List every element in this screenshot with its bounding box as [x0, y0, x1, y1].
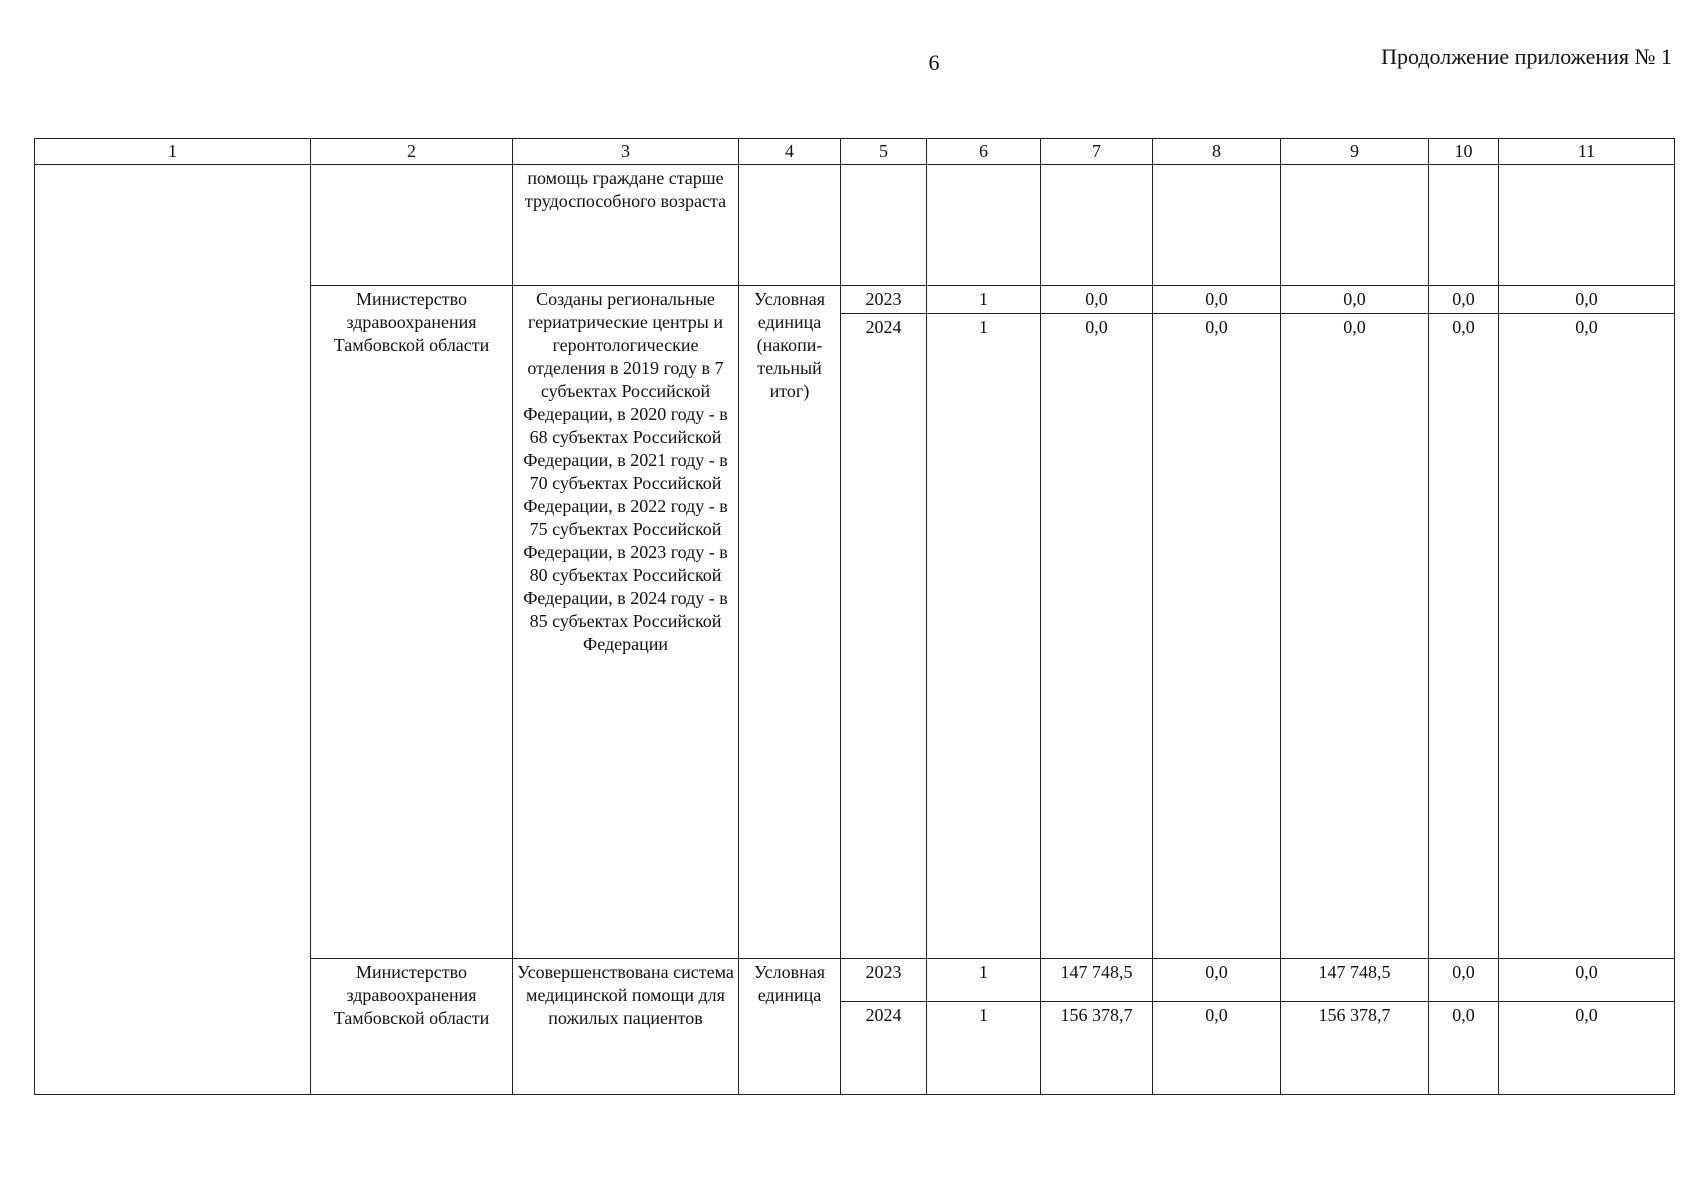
- column-number-row: [35, 139, 1675, 165]
- value-cell: 147 748,5: [1281, 959, 1429, 1002]
- value-cell: 156 378,7: [1281, 1002, 1429, 1095]
- value-cell: 156 378,7: [1041, 1002, 1153, 1095]
- column-header-3: 3: [513, 139, 739, 165]
- value-cell: 0,0: [1429, 1002, 1499, 1095]
- value-cell: 1: [927, 286, 1041, 314]
- value-cell: 0,0: [1499, 314, 1675, 959]
- result-description: Усовершенствована система медицинской помощи для пожилых пациентов: [513, 959, 739, 1095]
- result-text-continuation: помощь граждане старше трудоспособного возраста: [513, 165, 739, 286]
- unit-of-measure: Условная единица (накопи-тельный итог): [739, 286, 841, 959]
- year-cell: 2024: [841, 314, 927, 959]
- empty-cell: [1153, 165, 1281, 286]
- column-header-2: 2: [311, 139, 513, 165]
- value-cell: 147 748,5: [1041, 959, 1153, 1002]
- responsible-ministry: Министерство здравоохранения Тамбовской области: [311, 959, 513, 1095]
- value-cell: 0,0: [1281, 286, 1429, 314]
- empty-cell: [311, 165, 513, 286]
- value-cell: 0,0: [1153, 314, 1281, 959]
- empty-cell: [1041, 165, 1153, 286]
- value-cell: 0,0: [1429, 314, 1499, 959]
- empty-cell: [841, 165, 927, 286]
- value-cell: 0,0: [1153, 959, 1281, 1002]
- column-header-8: 8: [1153, 139, 1281, 165]
- empty-cell: [1429, 165, 1499, 286]
- column-header-9: 9: [1281, 139, 1429, 165]
- appendix-table: [34, 138, 1675, 1095]
- empty-cell: [1499, 165, 1675, 286]
- responsible-ministry: Министерство здравоохранения Тамбовской области: [311, 286, 513, 959]
- value-cell: 0,0: [1429, 959, 1499, 1002]
- column-header-11: 11: [1499, 139, 1675, 165]
- value-cell: 1: [927, 314, 1041, 959]
- page-number: 6: [928, 50, 940, 75]
- year-cell: 2024: [841, 1002, 927, 1095]
- empty-cell: [35, 165, 311, 1095]
- value-cell: 1: [927, 1002, 1041, 1095]
- year-cell: 2023: [841, 286, 927, 314]
- column-header-10: 10: [1429, 139, 1499, 165]
- value-cell: 0,0: [1041, 286, 1153, 314]
- table-row: [35, 165, 1675, 286]
- column-header-1: 1: [35, 139, 311, 165]
- value-cell: 0,0: [1153, 286, 1281, 314]
- value-cell: 0,0: [1041, 314, 1153, 959]
- value-cell: 1: [927, 959, 1041, 1002]
- year-cell: 2023: [841, 959, 927, 1002]
- value-cell: 0,0: [1499, 286, 1675, 314]
- column-header-7: 7: [1041, 139, 1153, 165]
- unit-of-measure: Условная единица: [739, 959, 841, 1095]
- result-description: Созданы региональные гериатрические центры и геронтологические отделения в 2019 году в 7 субъектах Российской Федерации, в 2020 году - в 68 субъектах Российской Федерации, в 2021 году - в 70 субъектах Российской Федерации, в 2022 году - в 75 субъектах Российской Федерации, в 2023 году - в 80 субъектах Российской Федерации, в 2024 году - в 85 субъектах Российской Федерации: [513, 286, 739, 959]
- column-header-6: 6: [927, 139, 1041, 165]
- empty-cell: [1281, 165, 1429, 286]
- value-cell: 0,0: [1281, 314, 1429, 959]
- column-header-5: 5: [841, 139, 927, 165]
- value-cell: 0,0: [1499, 959, 1675, 1002]
- column-header-4: 4: [739, 139, 841, 165]
- appendix-continuation-label: Продолжение приложения № 1: [1381, 44, 1672, 69]
- empty-cell: [927, 165, 1041, 286]
- value-cell: 0,0: [1429, 286, 1499, 314]
- value-cell: 0,0: [1499, 1002, 1675, 1095]
- value-cell: 0,0: [1153, 1002, 1281, 1095]
- empty-cell: [739, 165, 841, 286]
